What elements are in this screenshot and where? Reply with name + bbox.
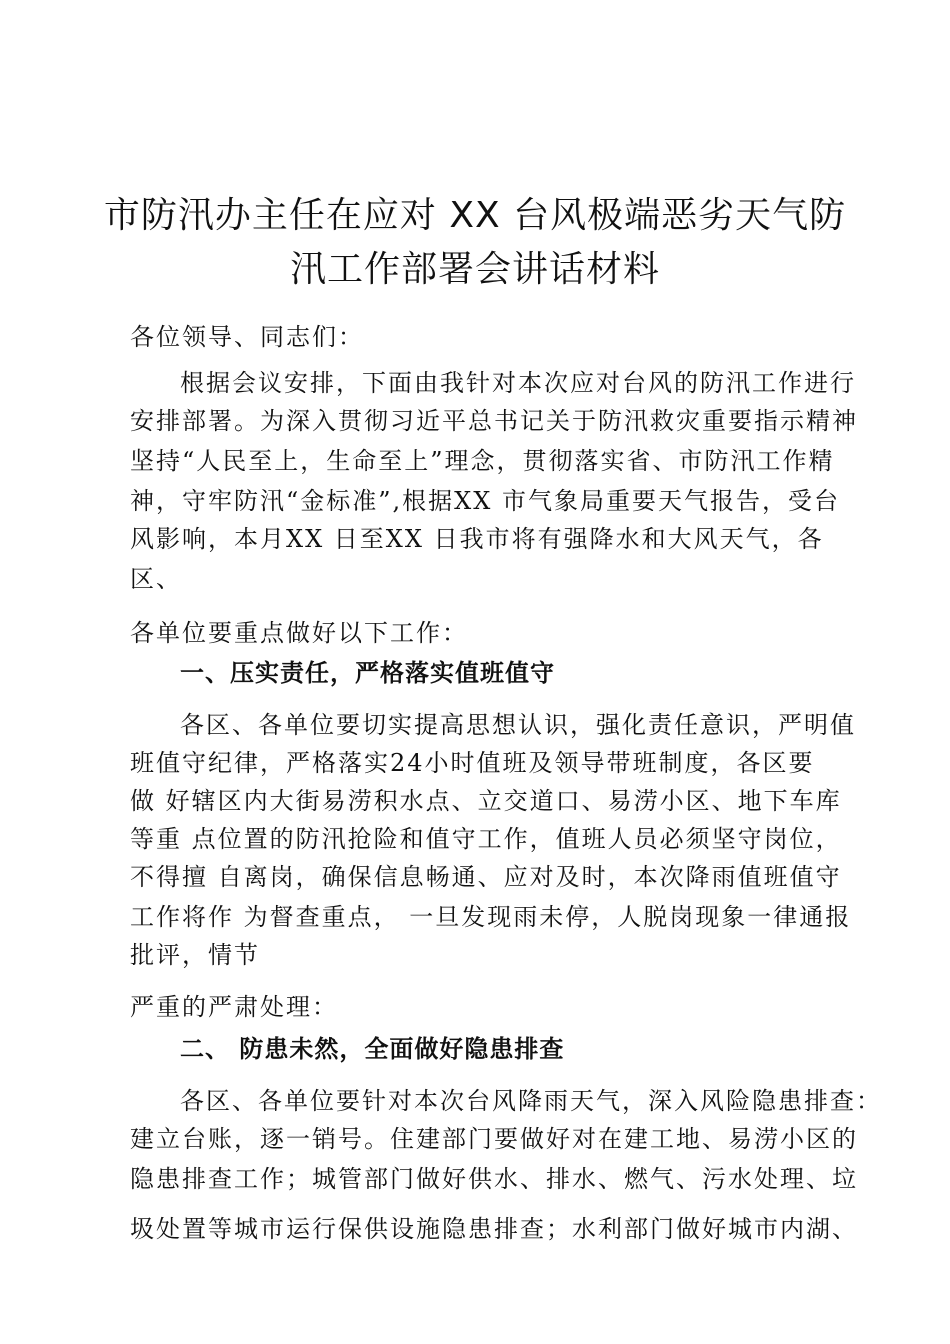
intro-tail: 各单位要重点做好以下工作：: [130, 619, 468, 647]
intro-line: 安排部署。为深入贯彻习近平总书记关于防汛救灾重要指示精神: [130, 407, 858, 435]
section-1-line: 做 好辖区内大街易涝积水点、立交道口、易涝小区、地下车库: [130, 787, 842, 815]
section-2-line: 隐患排查工作；城管部门做好供水、排水、燃气、污水处理、垃: [130, 1165, 858, 1193]
section-1-line: 各区、各单位要切实提高思想认识，强化责任意识，严明值: [180, 711, 856, 739]
section-2-line: 建立台账，逐一销号。住建部门要做好对在建工地、易涝小区的: [130, 1125, 858, 1153]
intro-line: 区、: [130, 565, 182, 593]
intro-line: 风影响，本月XX 日至XX 日我市将有强降水和大风天气，各: [130, 525, 824, 553]
intro-line: 神，守牢防汛“金标准”,根据XX 市气象局重要天气报告，受台: [130, 487, 840, 515]
section-2-line: 各区、各单位要针对本次台风降雨天气，深入风险隐患排查：: [180, 1087, 882, 1115]
document-title-line-1: 市防汛办主任在应对 XX 台风极端恶劣天气防: [103, 195, 847, 236]
section-1-tail: 严重的严肃处理：: [130, 993, 338, 1021]
intro-line: 根据会议安排，下面由我针对本次应对台风的防汛工作进行: [180, 369, 856, 397]
section-2-heading: 二、 防患未然，全面做好隐患排查: [180, 1035, 565, 1063]
section-1-heading: 一、压实责任，严格落实值班值守: [180, 659, 555, 687]
salutation: 各位领导、同志们：: [130, 323, 364, 351]
section-1-line: 班值守纪律，严格落实24小时值班及领导带班制度，各区要: [130, 749, 815, 777]
section-1-line: 不得擅 自离岗，确保信息畅通、应对及时，本次降雨值班值守: [130, 863, 842, 891]
document-title-line-2: 汛工作部署会讲话材料: [289, 249, 660, 290]
section-1-line: 工作将作 为督查重点， 一旦发现雨未停，人脱岗现象一律通报: [130, 903, 852, 931]
section-2-line: 圾处置等城市运行保供设施隐患排查；水利部门做好城市内湖、: [130, 1215, 858, 1243]
section-1-line: 批评，情节: [130, 941, 260, 969]
section-1-line: 等重 点位置的防汛抢险和值守工作，值班人员必须坚守岗位，: [130, 825, 842, 853]
intro-line: 坚持“人民至上，生命至上”理念，贯彻落实省、市防汛工作精: [130, 447, 835, 475]
